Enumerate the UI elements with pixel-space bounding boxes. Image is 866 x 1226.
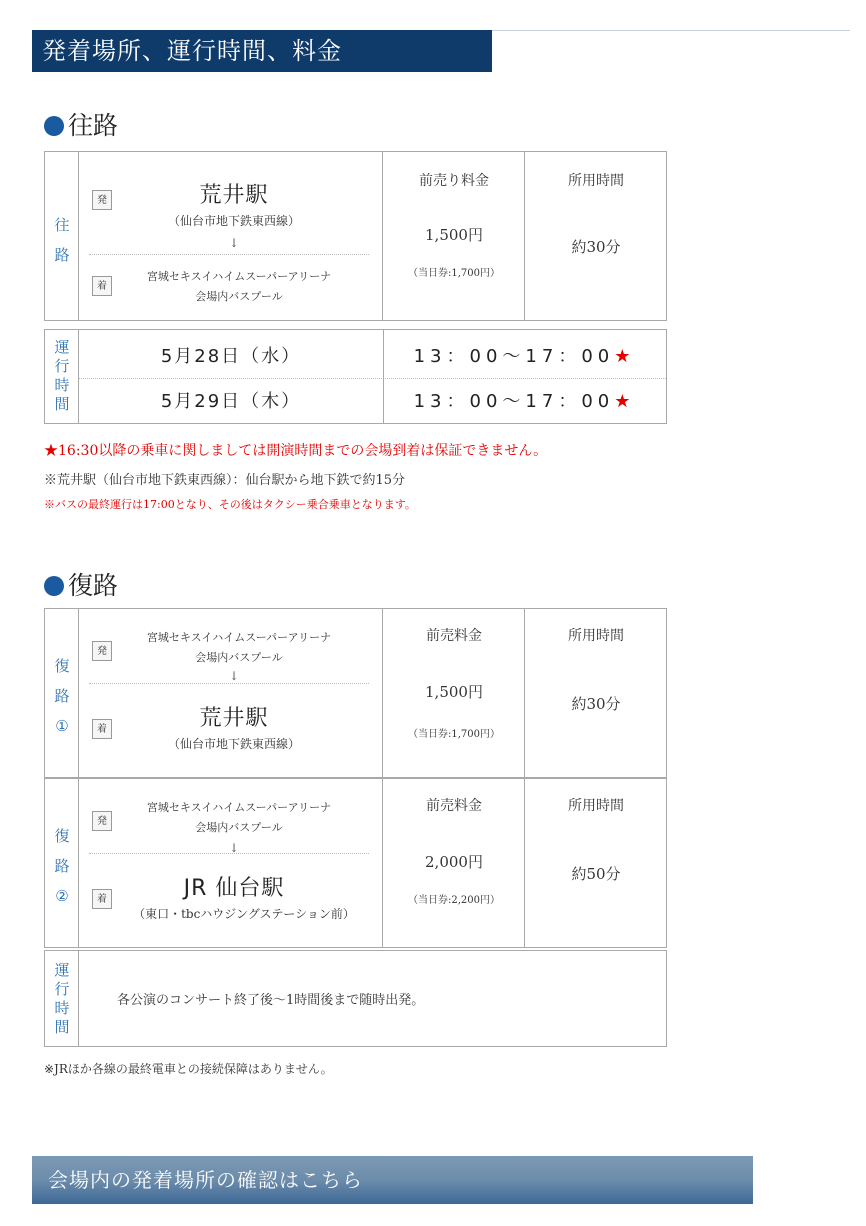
return-schedule-side-label: 運 行 時 間 <box>54 961 70 1036</box>
schedule-side-cell <box>45 330 79 423</box>
outbound-price: 1,500円 <box>425 226 483 244</box>
arrival-tag: 着 <box>92 719 112 739</box>
return-duration-cell <box>525 779 666 947</box>
header-rule <box>490 30 850 31</box>
outbound-dest-line2: 会場内バスプール <box>195 290 283 303</box>
return-title-block <box>44 566 118 602</box>
outbound-duration-cell <box>525 152 666 320</box>
return-schedule-text: 各公演のコンサート終了後〜1時間後まで随時出発。 <box>117 993 425 1008</box>
departure-tag: 発 <box>92 641 112 661</box>
return-schedule-side-cell <box>45 951 79 1046</box>
return-duration: 約50分 <box>571 865 621 883</box>
return-side-cell <box>45 779 79 947</box>
return-price-cell <box>383 779 525 947</box>
return-duration: 約30分 <box>571 695 621 713</box>
return-price: 1,500円 <box>425 683 483 701</box>
return-title: 復路 <box>68 571 119 600</box>
duration-header: 所用時間 <box>568 798 624 814</box>
outbound-dest-line1: 宮城セキスイハイムスーパーアリーナ <box>146 270 332 283</box>
duration-header: 所用時間 <box>568 628 624 644</box>
arrival-tag: 着 <box>92 276 112 296</box>
venue-location-link[interactable]: 会場内の発着場所の確認はこちら <box>32 1156 753 1204</box>
return-price-note: （当日券:1,700円） <box>408 729 500 740</box>
departure-tag: 発 <box>92 811 112 831</box>
return-station-line: （仙台市地下鉄東西線） <box>167 737 300 751</box>
page-title: 発着場所、運行時間、料金 <box>32 30 492 72</box>
return-route-cell <box>79 609 383 777</box>
down-arrow-icon: ↓ <box>228 669 240 683</box>
access-note: ※荒井駅（仙台市地下鉄東西線）：仙台駅から地下鉄で約15分 <box>44 473 406 488</box>
return-route-table-2 <box>44 778 667 948</box>
route-divider <box>89 683 369 684</box>
outbound-title-block <box>44 106 118 142</box>
return-station-name: JR 仙台駅 <box>183 876 285 901</box>
down-arrow-icon: ↓ <box>228 841 240 855</box>
return-price-cell <box>383 609 525 777</box>
return-side-label: 復 路 ① <box>54 657 70 735</box>
return-from-line1: 宮城セキスイハイムスーパーアリーナ <box>146 631 332 644</box>
return-station-line: （東口・tbcハウジングステーション前） <box>133 907 355 921</box>
schedule-date: 5月29日（木） <box>160 391 302 412</box>
schedule-side-label: 運 行 時 間 <box>54 338 70 413</box>
return-from-line2: 会場内バスプール <box>195 651 283 664</box>
route-divider <box>89 254 369 255</box>
schedule-time: 13：00〜17：00 <box>413 346 615 367</box>
return-side-label: 復 路 ② <box>54 827 70 905</box>
schedule-date: 5月28日（水） <box>160 346 302 367</box>
duration-header: 所用時間 <box>568 173 624 189</box>
route-divider <box>89 853 369 854</box>
schedule-time-block <box>383 387 666 413</box>
outbound-route-cell <box>79 152 383 320</box>
departure-tag: 発 <box>92 190 112 210</box>
return-route-table-1 <box>44 608 667 778</box>
outbound-duration: 約30分 <box>571 238 621 256</box>
outbound-price-cell <box>383 152 525 320</box>
return-side-cell <box>45 609 79 777</box>
price-header: 前売料金 <box>426 798 482 814</box>
return-price: 2,000円 <box>425 853 483 871</box>
outbound-side-label: 往 路 <box>54 216 70 264</box>
return-route-cell <box>79 779 383 947</box>
star-icon: ★ <box>614 346 636 367</box>
schedule-time-block <box>383 342 666 368</box>
price-header: 前売料金 <box>426 628 482 644</box>
outbound-station-name: 荒井駅 <box>199 183 269 208</box>
outbound-route-table <box>44 151 667 321</box>
schedule-time: 13：00〜17：00 <box>413 391 615 412</box>
bullet-dot-icon <box>44 116 64 136</box>
return-duration-cell <box>525 609 666 777</box>
return-from-line1: 宮城セキスイハイムスーパーアリーナ <box>146 801 332 814</box>
outbound-title: 往路 <box>68 111 119 140</box>
bullet-dot-icon <box>44 576 64 596</box>
arrival-warning-note: ★16:30以降の乗車に関しましては開演時間までの会場到着は保証できません。 <box>44 443 548 459</box>
arrival-tag: 着 <box>92 889 112 909</box>
schedule-table <box>44 329 667 424</box>
down-arrow-icon: ↓ <box>228 236 240 250</box>
schedule-row <box>79 377 666 423</box>
schedule-row <box>79 330 666 376</box>
return-price-note: （当日券:2,200円） <box>408 895 500 906</box>
jr-connection-note: ※JRほか各線の最終電車との接続保障はありません。 <box>44 1062 333 1076</box>
star-icon: ★ <box>614 391 636 412</box>
return-station-name: 荒井駅 <box>199 706 269 731</box>
last-bus-note: ※バスの最終運行は17:00となり、その後はタクシー乗合乗車となります。 <box>44 498 416 511</box>
outbound-station-line: （仙台市地下鉄東西線） <box>167 214 300 228</box>
outbound-side-cell <box>45 152 79 320</box>
return-schedule-table <box>44 950 667 1047</box>
price-header: 前売り料金 <box>419 173 489 189</box>
return-from-line2: 会場内バスプール <box>195 821 283 834</box>
outbound-price-note: （当日券:1,700円） <box>408 268 500 279</box>
